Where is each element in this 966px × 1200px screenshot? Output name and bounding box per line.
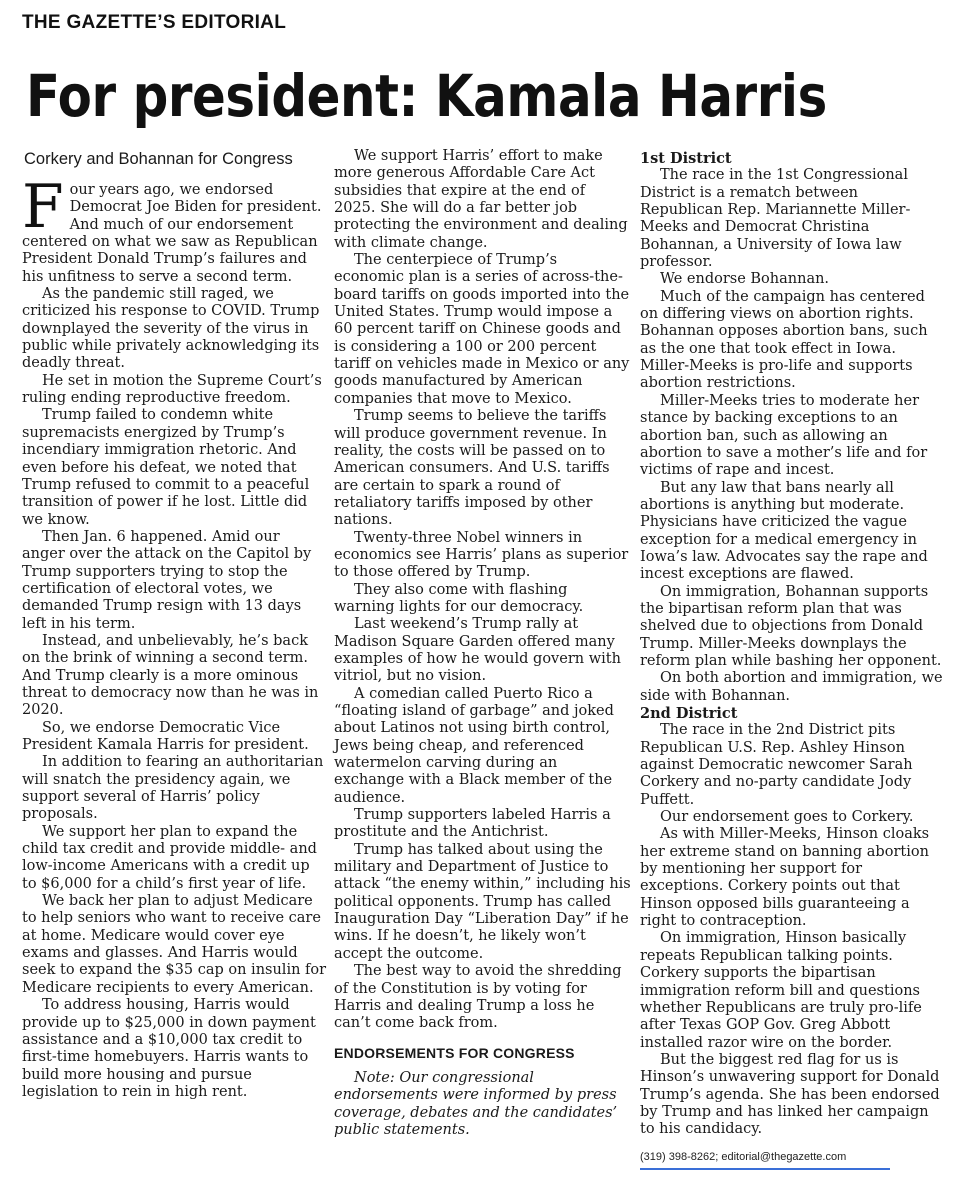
paragraph: Last weekend’s Trump rally at Madison Square Garden offered many examples of how he would govern with vitriol, but no vision. xyxy=(334,616,621,685)
paragraph: Trump supporters labeled Harris a prostitute and the Antichrist. xyxy=(334,807,611,841)
paragraph: As with Miller-Meeks, Hinson cloaks her extreme stand on banning abortion by mentioning her support for exceptions. Corkery points out that Hinson opposed bills guaranteeing a right to contraception. xyxy=(640,826,930,930)
paragraph: The best way to avoid the shredding of the Constitution is by voting for Harris and dealing Trump a loss he can’t come back from. xyxy=(334,963,622,1032)
paragraph: Trump seems to believe the tariffs will produce government revenue. In reality, the costs will be passed on to American consumers. And U.S. tariffs are certain to spark a round of retaliatory tariffs imposed by other nations. xyxy=(334,408,610,529)
paragraph: Miller-Meeks tries to moderate her stance by backing exceptions to an abortion ban, such as allowing an abortion to save a mother’s life and for victims of rape and incest. xyxy=(640,392,928,479)
paragraph: Trump failed to condemn white supremacists energized by Trump’s incendiary immigration rhetoric. And even before his defeat, we noted that Trump refused to commit to a peaceful transition of power if he lost. Little did we know. xyxy=(22,407,310,528)
paragraph: In addition to fearing an authoritarian will snatch the presidency again, we support several of Harris’ policy proposals. xyxy=(22,754,324,823)
paragraph: He set in motion the Supreme Court’s ruling ending reproductive freedom. xyxy=(22,372,322,407)
drop-cap: F xyxy=(22,172,64,242)
paragraph: On immigration, Hinson basically repeats Republican talking points. Corkery supports the bipartisan immigration reform bill and questions whether Republicans are truly pro-life after Texas GOP Gov. Greg Abbott installed razor wire on the border. xyxy=(640,930,922,1051)
paragraph: On immigration, Bohannan supports the bipartisan reform plan that was shelved due to objections from Donald Trump. Miller-Meeks downplays the reform plan while bashing her opponent. xyxy=(640,583,942,669)
paragraph: We endorse Bohannan. xyxy=(660,271,830,288)
paragraph: So, we endorse Democratic Vice President Kamala Harris for president. xyxy=(22,719,309,753)
paragraph: Our endorsement goes to Corkery. xyxy=(660,809,914,826)
paragraph: But the biggest red flag for us is Hinson’s unwavering support for Donald Trump’s agenda. She has been endorsed by Trump and has linked her campaign to his candidacy. xyxy=(640,1051,940,1138)
district-2-heading: 2nd District xyxy=(640,705,738,722)
column-3 xyxy=(640,150,945,1170)
paragraph: The centerpiece of Trump’s economic plan is a series of across-the-board tariffs on goods imported into the United States. Trump would impose a 60 percent tariff on Chinese goods and is considering a 100 or 200 percent tariff on vehicles made in Mexico or any goods manufactured by American companies that move to Mexico. xyxy=(334,252,630,407)
lead-text: our years ago, we endorsed Democrat Joe Biden for president. And much of our endorsement centered on what we saw as Republican President Donald Trump’s failures and his unfitness to serve a second term. xyxy=(22,182,322,285)
paragraph: We support her plan to expand the child tax credit and provide middle- and low-income Americans with a credit up to $6,000 for a child’s first year of life. xyxy=(22,823,317,892)
headline: For president: Kamala Harris xyxy=(26,62,827,130)
section-kicker: THE GAZETTE’S EDITORIAL xyxy=(22,12,287,33)
paragraph: We support Harris’ effort to make more generous Affordable Care Act subsidies that expire at the end of 2025. She will do a far better job protecting the environment and dealing with climate change. xyxy=(334,148,628,251)
paragraph: A comedian called Puerto Rico a “floating island of garbage” and joked about Latinos not using birth control, Jews being cheap, and referenced watermelon carving during an exchange with a Black member of the audience. xyxy=(334,685,614,806)
paragraph: But any law that bans nearly all abortions is anything but moderate. Physicians have criticized the vague exception for a medical emergency in Iowa’s law. Advocates say the rape and incest exceptions are flawed. xyxy=(640,479,928,583)
column-2 xyxy=(334,148,631,1139)
editor-note: Note: Our congressional endorsements were informed by press coverage, debates and the candidates’ public statements. xyxy=(334,1069,618,1138)
endorsements-section-heading: ENDORSEMENTS FOR CONGRESS xyxy=(334,1044,575,1061)
paragraph: Twenty-three Nobel winners in economics see Harris’ plans as superior to those offered by Trump. xyxy=(334,529,629,581)
paragraph: The race in the 1st Congressional District is a rematch between Republican Rep. Mariannette Miller-Meeks and Democrat Christina Bohannan, a University of Iowa law professor. xyxy=(640,167,911,271)
paragraph: The race in the 2nd District pits Republican U.S. Rep. Ashley Hinson against Democratic newcomer Sarah Corkery and no-party candidate Jody Puffett. xyxy=(640,722,913,808)
paragraph: Trump has talked about using the military and Department of Justice to attack “the enemy within,” including his political opponents. Trump has called Inauguration Day “Liberation Day” if he wins. If he doesn’t, he likely won’t accept the outcome. xyxy=(334,841,631,962)
paragraph: Much of the campaign has centered on differing views on abortion rights. Bohannan opposes abortion bans, such as the one that took effect in Iowa. Miller-Meeks is pro-life and supports abortion restrictions. xyxy=(640,288,928,392)
column-1 xyxy=(22,148,327,1101)
deck: Corkery and Bohannan for Congress xyxy=(24,150,293,168)
paragraph: Then Jan. 6 happened. Amid our anger over the attack on the Capitol by Trump supporters trying to stop the certification of electoral votes, we demanded Trump resign with 13 days left in his term. xyxy=(22,528,312,632)
lead-paragraph xyxy=(22,172,327,286)
contact-info: (319) 398-8262; editorial@thegazette.com xyxy=(640,1149,890,1170)
paragraph: They also come with flashing warning lights for our democracy. xyxy=(334,581,584,615)
paragraph: Instead, and unbelievably, he’s back on the brink of winning a second term. And Trump clearly is a more ominous threat to democracy now than he was in 2020. xyxy=(22,632,319,719)
paragraph: To address housing, Harris would provide up to $25,000 in down payment assistance and a $10,000 tax credit to first-time homebuyers. Harris wants to build more housing and pursue legislation to rein in high rent. xyxy=(22,997,316,1100)
paragraph: On both abortion and immigration, we side with Bohannan. xyxy=(640,670,943,704)
paragraph: As the pandemic still raged, we criticized his response to COVID. Trump downplayed the severity of the virus in public while privately acknowledging its deadly threat. xyxy=(22,286,320,372)
district-1-heading: 1st District xyxy=(640,150,732,167)
paragraph: We back her plan to adjust Medicare to help seniors who want to receive care at home. Medicare would cover eye exams and glasses. And Harris would seek to expand the $35 cap on insulin for Medicare recipients to every American. xyxy=(22,893,327,996)
